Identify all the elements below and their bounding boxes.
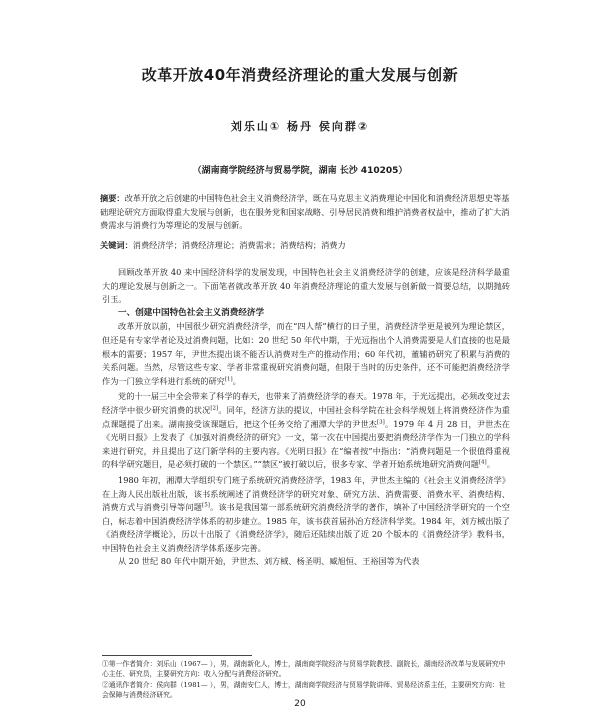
affiliation: （湖南商学院经济与贸易学院，湖南 长沙 410205）: [192, 166, 408, 176]
paper-title: 改革开放40年消费经济理论的重大发展与创新: [141, 66, 459, 84]
intro-paragraph: 回顾改革开放 40 来中国经济科学的发展发现，中国特色社会主义消费经济学的创建，应该是经济科学最重大的理论发展与创新之一。下面笔者就改革开放 40 年消费经济理论的重大发展与创新做一简要总结，以期抛砖引玉。: [102, 267, 510, 305]
author-list: 刘乐山① 杨丹 侯向群②: [230, 120, 370, 133]
footnote: ②通讯作者简介：侯向群（1981— ），男，湖南安仁人，博士，湖南商学院经济与贸易学院讲师、贸易经济系主任，主要研究方向：社会保障与消费经济研究。: [102, 680, 506, 700]
citation: [5]: [202, 502, 210, 509]
paragraph-text: 1980 年初，湘潭大学组织专门班子系统研究消费经济学，1983 年，尹世杰主编的《社会主义消费经济学》在上海人民出版社出版，该书系统阐述了消费经济学的研究对象、研究方法、消费需要、消费水平、消费结构、消费方式与消费引导等问题: [102, 474, 510, 513]
body-text: [102, 266, 510, 569]
citation: [2]: [210, 405, 219, 412]
citation: [3]: [376, 418, 385, 425]
section-heading: 一、创建中国特色社会主义消费经济学: [118, 307, 265, 318]
footnote: ①第一作者简介：刘乐山（1967— ），男，湖南新化人，博士，湖南商学院经济与贸易学院教授、副院长，湖南经济改革与发展研究中心主任、研究员，主要研究方向：收入分配与消费经济研究。: [102, 660, 506, 679]
abstract: [100, 192, 510, 233]
paragraph-text: 。1979 年 4 月 28 日，尹世杰在《光明日报》上发表了《加强对消费经济的研究》一文，第一次在中国提出要把消费经济学作为一门独立的学科来进行研究，并且提出了这门新学科的主要内容。《光明日报》在“编者按”中指出：“消费问题是一个很值得重视的科学研究题目，是必须打破的一个禁区。”“禁区”被打破以后，很多专家、学者开始系统地研究消费问题: [102, 418, 510, 470]
paragraph-text: 改革开放以前，中国很少研究消费经济学，而在“四人帮”横行的日子里，消费经济学更是被列为理论禁区，但还是有专家学者论及过消费问题，比如：20 世纪 50 年代中期，于光远指出个人消费需要是人们直接的也是最根本的需要；1957 年，尹世杰提出谈不能否认消费对生产的推动作用；60 年代初，董辅礽研究了积累与消费的关系问题。当然，尽管这些专家、学者非常重视研究消费问题，但限于当时的历史条件，还不可能把消费经济学作为一门独立学科进行系统的研究: [102, 321, 510, 386]
keywords: [100, 240, 510, 251]
keywords-text: 消费经济学；消费经济理论；消费需求；消费结构；消费力: [132, 240, 346, 250]
paragraph-text: 。同年，经济方法的提议，中国社会科学院在社会科学规划上将消费经济作为重点课题提了出来。湖南接受该课题后，把这个任务交给了湘潭大学的尹世杰: [102, 404, 510, 429]
footnote-rule: [102, 655, 252, 656]
abstract-label: 摘要：: [100, 193, 125, 203]
paragraph: 党的十一届三中全会带来了科学的春天，也带来了消费经济学的春天。1978 年，于光远提出，必须改变过去经济学中很少研究消费的状况[2]。同年，经济方法的提议，中国社会科学院在社会科学规划上将消费经济作为重点课题提了出来。湖南接受该课题后，把这个任务交给了湘潭大学的尹世杰[3]。1979 年 4 月 28 日，尹世杰在《光明日报》上发表了《加强对消费经济的研究》一文，第一次在中国提出要把消费经济学作为一门独立的学科来进行研究，并且提出了这门新学科的主要内容。《光明日报》在“编者按”中指出：“消费问题是一个很值得重视的科学研究题目，是必须打破的一个禁区。”“禁区”被打破以后，很多专家、学者开始系统地研究消费问题[4]。: [102, 391, 510, 470]
abstract-text: 改革开放之后创建的中国特色社会主义消费经济学，既在马克思主义消费理论中国化和消费经济思想史等基础理论研究方面取得重大发展与创新，也在服务党和国家战略、引导居民消费和维护消费者权益中，推动了扩大消费需求与消费行为等理论的发展与创新。: [100, 193, 510, 230]
footnotes: [102, 659, 510, 701]
citation: [1]: [224, 376, 233, 383]
keywords-label: 关键词：: [100, 240, 133, 250]
citation: [4]: [478, 459, 487, 466]
paragraph: 从 20 世纪 80 年代中期开始，尹世杰、刘方棫、杨圣明、臧旭恒、王裕国等为代表: [118, 556, 420, 567]
paragraph-text: 党的十一届三中全会带来了科学的春天，也带来了消费经济学的春天。1978 年，于光远提出，必须改变过去经济学中很少研究消费的状况: [102, 391, 510, 415]
page-number: 20: [294, 699, 306, 709]
paragraph: 改革开放以前，中国很少研究消费经济学，而在“四人帮”横行的日子里，消费经济学更是被列为理论禁区，但还是有专家学者论及过消费问题，比如：20 世纪 50 年代中期，于光远指出个人消费需要是人们直接的也是最根本的需要；1957 年，尹世杰提出谈不能否认消费对生产的推动作用；60 年代初，董辅礽研究了积累与消费的关系问题。当然，尽管这些专家、学者非常重视研究消费问题，但限于当时的历史条件，还不可能把消费经济学作为一门独立学科进行系统的研究[1]。: [102, 321, 510, 386]
paragraph-text: 。该书是我国第一部系统研究消费经济学的著作，填补了中国经济学研究的一个空白，标志着中国消费经济学体系的初步建立。1985 年，该书获首届孙冶方经济科学奖。1984 年，刘方棫出版了《消费经济学概论》，历以十出版了《消费经济学》，随后还陆续出版了近 20 个版本的《消费经济学》教科书，中国特色社会主义消费经济学体系逐步完善。: [102, 502, 510, 553]
paragraph: [102, 474, 510, 556]
